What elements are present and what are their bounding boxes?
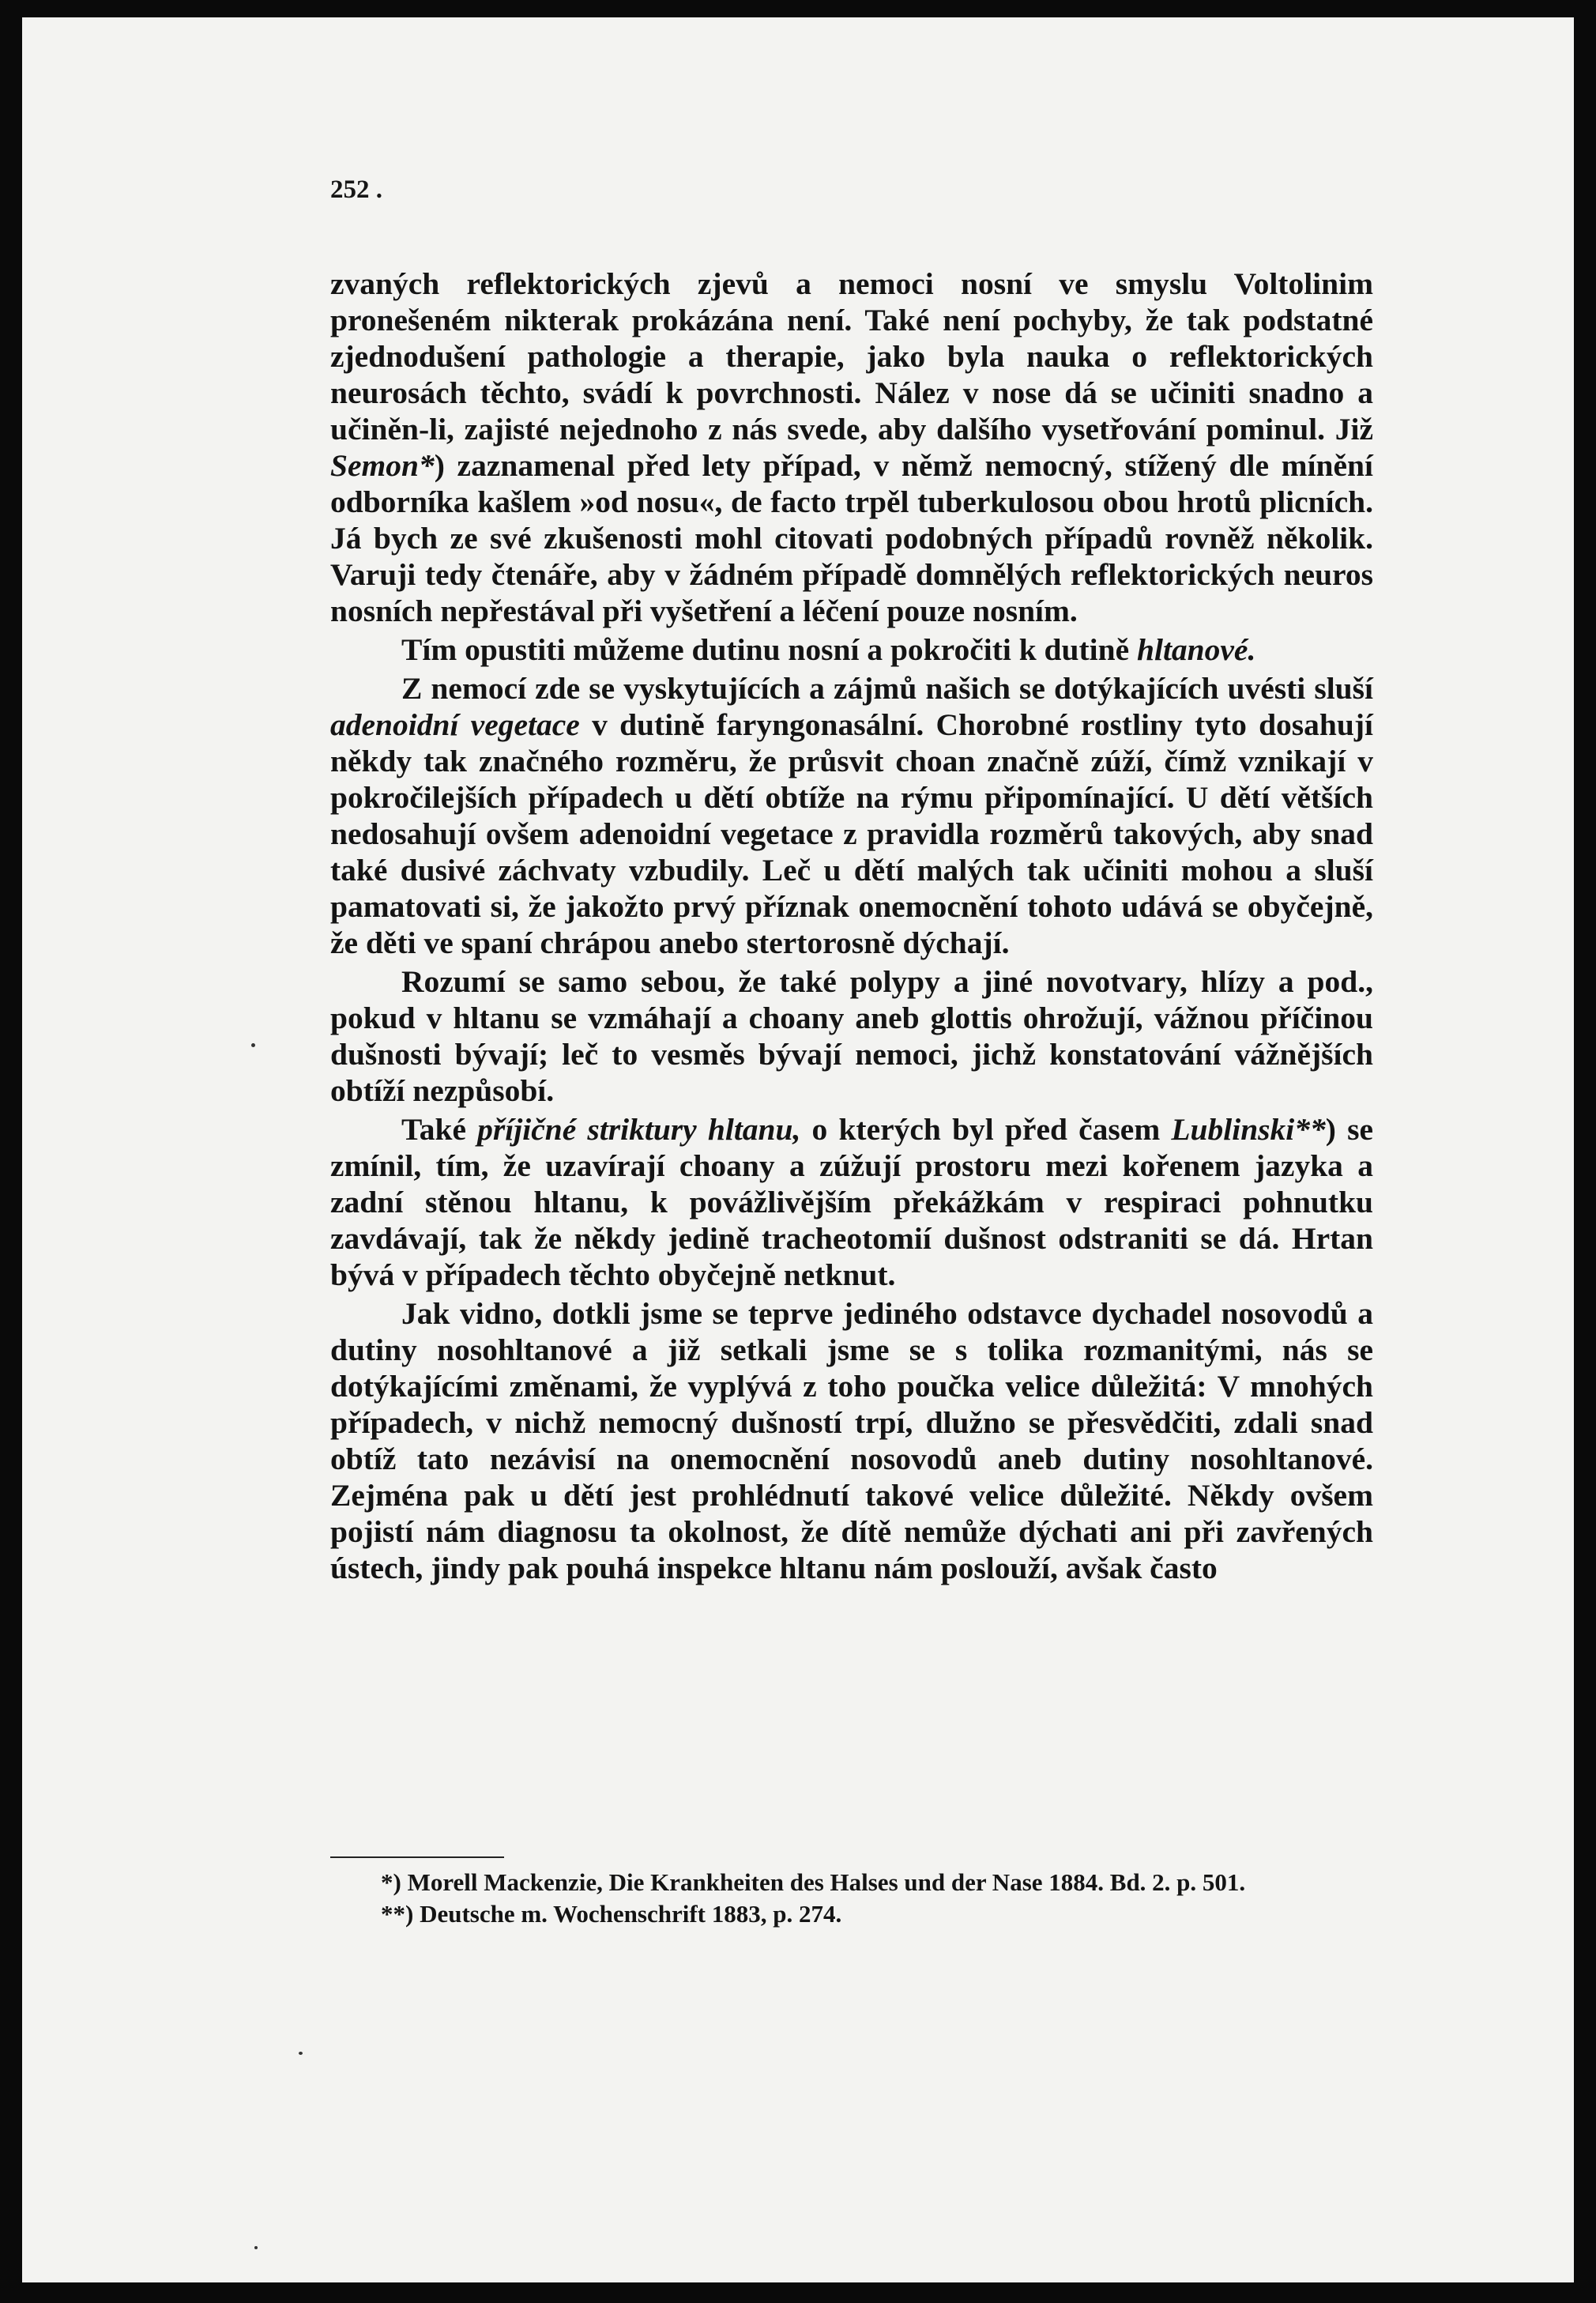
page-number: 252 . xyxy=(330,175,382,204)
paragraph-1: zvaných reflektorických zjevů a nemoci nosní ve smyslu Voltolinim pronešeném nikterak prokázána není. Také není pochyby, že tak podstatné zjednodušení pathologie a therapie, jako byla nauka o reflektorických neurosách těchto, svádí k povrchnosti. Nález v nose dá se učiniti snadno a učiněn-li, zajisté nejednoho z nás svede, aby dalšího vysetřování pominul. Již Semon*) zaznamenal před lety případ, v němž nemocný, stížený dle mínění odborníka kašlem »od nosu«, de facto trpěl tuberkulosou obou hrotů plicních. Já bych ze své zkušenosti mohl citovati podobných případů rovněž několik. Varuji tedy čtenáře, aby v žádném případě domnělých reflektorických neuros nosních nepřestával při vyšetření a léčení pouze nosním. xyxy=(330,266,1373,628)
scan-speck xyxy=(299,2052,303,2055)
scan-speck xyxy=(251,1043,255,1047)
footnote-divider xyxy=(330,1856,504,1858)
paragraph-6: Jak vidno, dotkli jsme se teprve jediného odstavce dychadel nosovodů a dutiny nosohltanové a již setkali jsme se s tolika rozmanitými, nás se dotýkajícími změnami, že vyplývá z toho poučka velice důležitá: V mnohých případech, v nichž nemocný dušností trpí, dlužno se přesvědčiti, zdali snad obtíž tato nezávisí na onemocnění nosovodů aneb dutiny nosohltanové. Zejména pak u dětí jest prohlédnutí takové velice důležité. Někdy ovšem pojistí nám diagnosu ta okolnost, že dítě nemůže dýchati ani při zavřených ústech, jindy pak pouhá inspekce hltanu nám poslouží, avšak často xyxy=(330,1296,1373,1585)
body-text xyxy=(330,266,1373,1589)
paragraph-5: Také příjičné striktury hltanu, o kterých byl před časem Lublinski**) se zmínil, tím, že uzavírají choany a zúžují prostoru mezi kořenem jazyka a zadní stěnou hltanu, k povážlivějším překážkám v respiraci pohnutku zavdávají, tak že někdy jedině tracheotomií dušnost odstraniti se dá. Hrtan bývá v případech těchto obyčejně netknut. xyxy=(330,1112,1374,1292)
footnotes xyxy=(330,1867,1373,1930)
footnote-1: *) Morell Mackenzie, Die Krankheiten des Halses und der Nase 1884. Bd. 2. p. 501. xyxy=(381,1868,1246,1896)
footnote-2: **) Deutsche m. Wochenschrift 1883, p. 274. xyxy=(381,1900,842,1928)
paragraph-2: Tím opustiti můžeme dutinu nosní a pokročiti k dutině hltanové. xyxy=(401,632,1256,667)
paragraph-4: Rozumí se samo sebou, že také polypy a jiné novotvary, hlízy a pod., pokud v hltanu se vzmáhají a choany aneb glottis ohrožují, vážnou příčinou dušnosti bývají; leč to vesměs bývají nemoci, jichž konstatování vážnějších obtíží nezpůsobí. xyxy=(330,964,1373,1108)
paragraph-3: Z nemocí zde se vyskytujících a zájmů našich se dotýkajících uvésti sluší adenoidní vegetace v dutině faryngonasální. Chorobné rostliny tyto dosahují někdy tak značného rozměru, že průsvit choan značně zúží, čímž vznikají v pokročilejších případech u dětí obtíže na rýmu připomínající. U dětí větších nedosahují ovšem adenoidní vegetace z pravidla rozměrů takových, aby snad také dusivé záchvaty vzbudily. Leč u dětí malých tak učiniti mohou a sluší pamatovati si, že jakožto prvý příznak onemocnění tohoto udává se obyčejně, že děti ve spaní chrápou anebo stertorosně dýchají. xyxy=(330,671,1373,960)
scan-speck xyxy=(254,2246,258,2249)
